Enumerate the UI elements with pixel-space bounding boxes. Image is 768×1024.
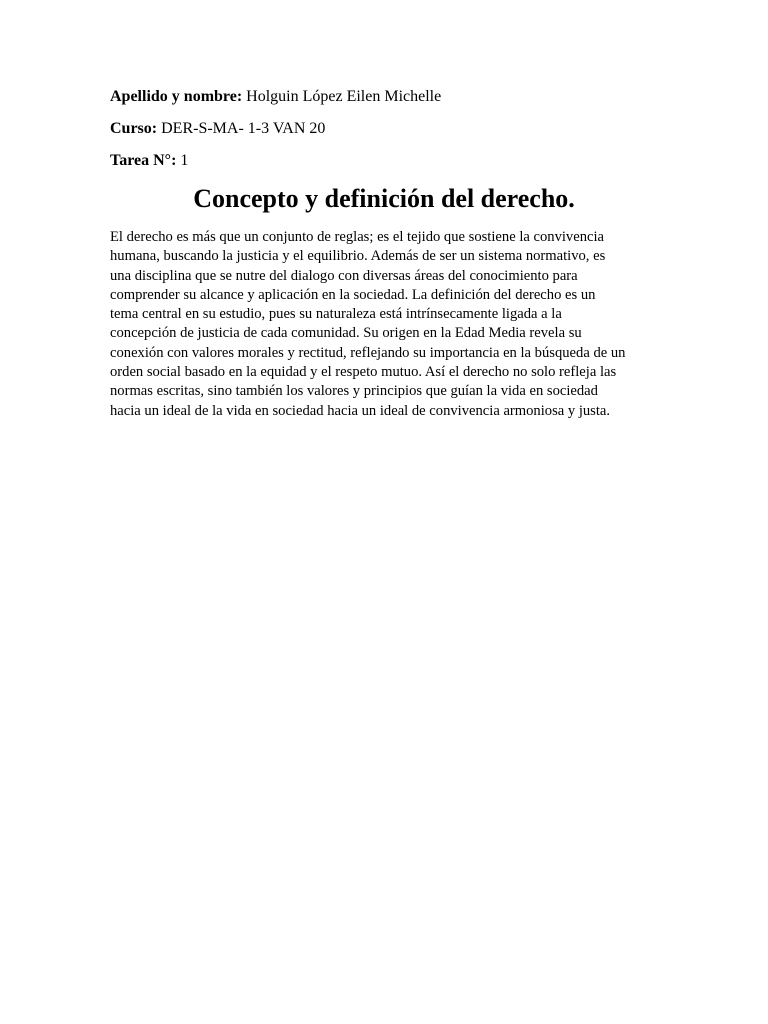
body-line: normas escritas, sino también los valores y principios que guían la vida en sociedad <box>110 383 598 400</box>
body-line: concepción de justicia de cada comunidad. Su origen en la Edad Media revela su <box>110 325 582 342</box>
document-title: Concepto y definición del derecho. <box>193 184 575 213</box>
task-number-field <box>110 151 188 171</box>
body-line: comprender su alcance y aplicación en la sociedad. La definición del derecho es un <box>110 286 596 303</box>
body-line: El derecho es más que un conjunto de reglas; es el tejido que sostiene la convivencia <box>110 229 604 245</box>
task-number-value: 1 <box>176 152 189 169</box>
student-name-label: Apellido y nombre: <box>110 88 243 105</box>
student-name-field <box>110 87 441 107</box>
body-line: tema central en su estudio, pues su naturaleza está intrínsecamente ligada a la <box>110 306 562 323</box>
body-line: una disciplina que se nutre del dialogo con diversas áreas del conocimiento para <box>110 267 578 284</box>
body-line: hacia un ideal de la vida en sociedad hacia un ideal de convivencia armoniosa y justa. <box>110 402 611 419</box>
student-name-value: Holguin López Eilen Michelle <box>242 88 442 105</box>
course-label: Curso: <box>110 120 158 137</box>
course-value: DER-S-MA- 1-3 VAN 20 <box>157 120 326 137</box>
task-number-label: Tarea N°: <box>110 152 177 169</box>
body-line: orden social basado en la equidad y el respeto mutuo. Así el derecho no solo refleja las <box>110 364 617 381</box>
body-paragraph <box>110 228 670 421</box>
course-field <box>110 119 325 139</box>
body-line: conexión con valores morales y rectitud, reflejando su importancia en la búsqueda de un <box>110 344 626 361</box>
body-line: humana, buscando la justicia y el equilibrio. Además de ser un sistema normativo, es <box>110 248 606 265</box>
